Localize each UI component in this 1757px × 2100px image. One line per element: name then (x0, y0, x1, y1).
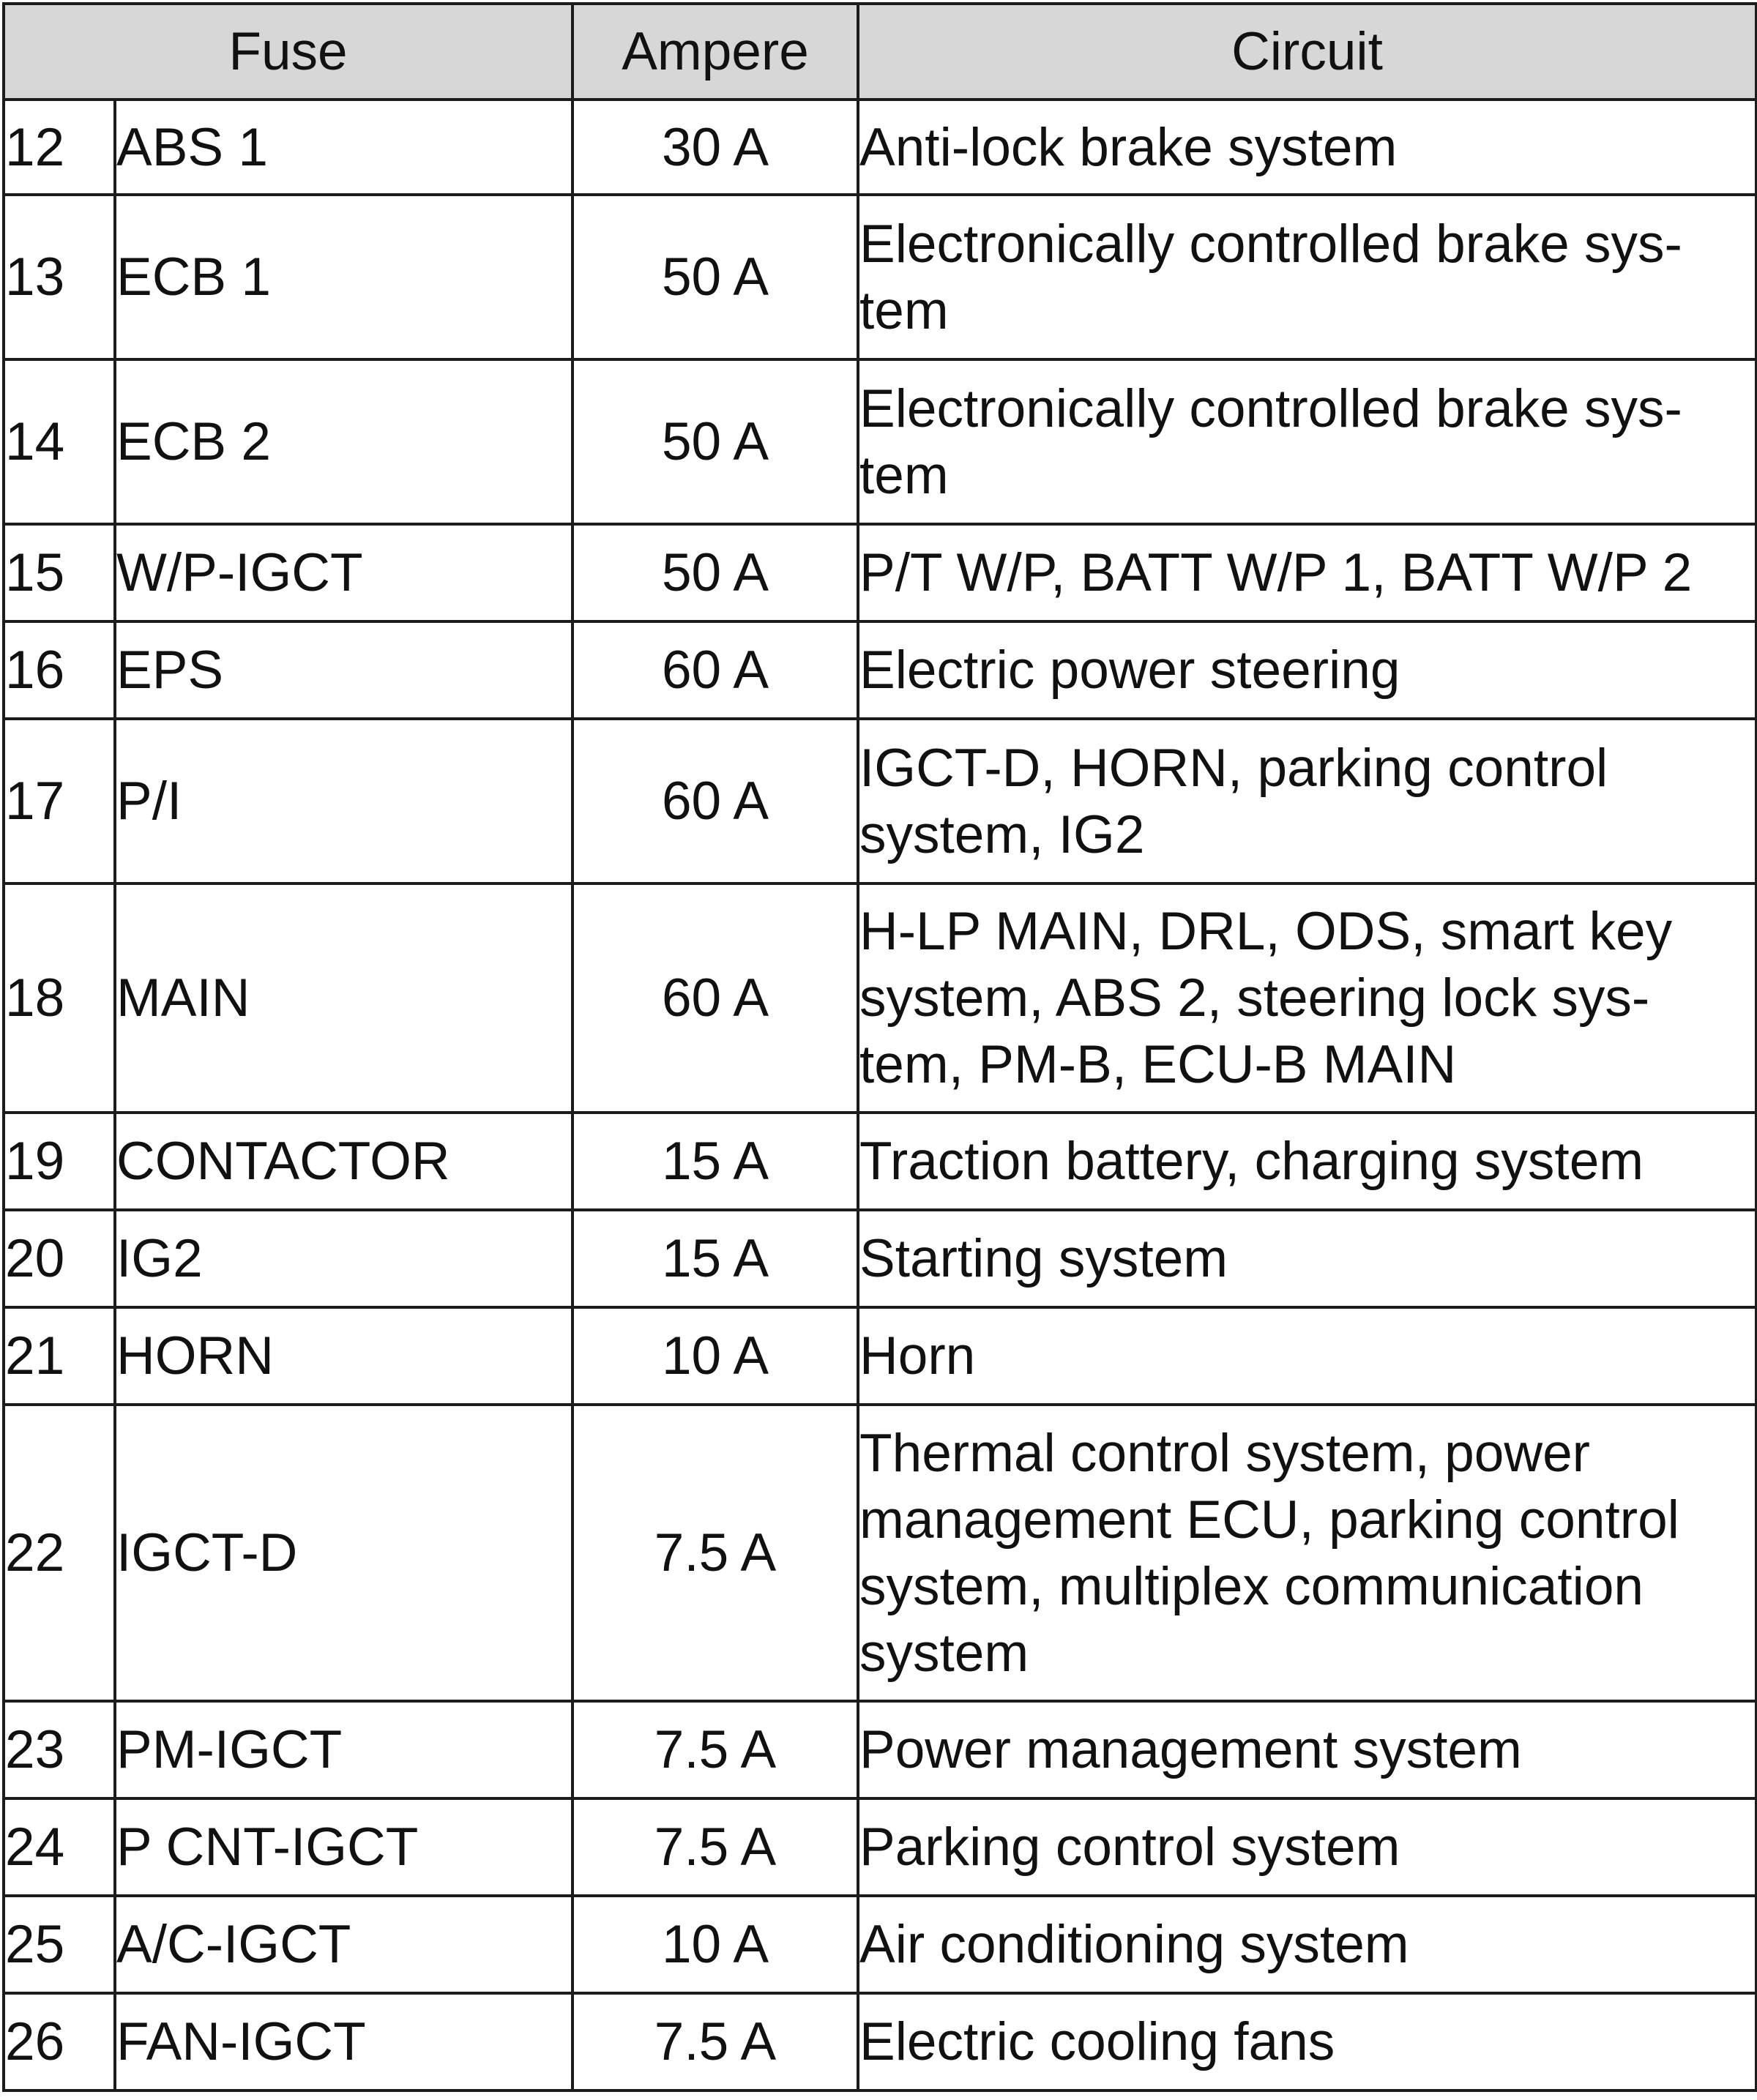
fuse-circuit (858, 1993, 1756, 2090)
fuse-number: 20 (4, 1210, 115, 1307)
fuse-name: ECB 2 (115, 359, 572, 524)
fuse-ampere: 10 A (572, 1896, 858, 1993)
fuse-name: HORN (115, 1307, 572, 1405)
fuse-circuit (858, 100, 1756, 195)
fuse-circuit (858, 1701, 1756, 1798)
table-row (4, 359, 1756, 524)
header-row (4, 4, 1756, 100)
table-row (4, 883, 1756, 1113)
fuse-number: 25 (4, 1896, 115, 1993)
fuse-name: IG2 (115, 1210, 572, 1307)
fuse-number: 13 (4, 195, 115, 359)
circuit-text: Traction battery, charging system (859, 1132, 1644, 1191)
circuit-text: P/T W/P, BATT W/P 1, BATT W/P 2 (859, 543, 1693, 602)
fuse-circuit (858, 621, 1756, 719)
fuse-number: 21 (4, 1307, 115, 1405)
fuse-name: IGCT-D (115, 1405, 572, 1701)
header-fuse: Fuse (4, 4, 572, 100)
circuit-text: Horn (859, 1326, 976, 1386)
fuse-number: 26 (4, 1993, 115, 2090)
circuit-text: Thermal control system, power management ECU, parking control system, multiplex communication system (859, 1423, 1679, 1683)
circuit-text: Starting system (859, 1229, 1228, 1288)
table-row (4, 1210, 1756, 1307)
fuse-number: 18 (4, 883, 115, 1113)
circuit-text: Electronically controlled brake sys- tem (859, 378, 1682, 505)
table-row (4, 719, 1756, 883)
fuse-ampere: 60 A (572, 719, 858, 883)
fuse-circuit (858, 1896, 1756, 1993)
circuit-text: Parking control system (859, 1817, 1400, 1877)
table-row (4, 1993, 1756, 2090)
circuit-text: Electronically controlled brake sys- tem (859, 214, 1682, 340)
fuse-ampere: 60 A (572, 621, 858, 719)
fuse-name: ECB 1 (115, 195, 572, 359)
fuse-circuit (858, 1210, 1756, 1307)
fuse-circuit (858, 1307, 1756, 1405)
fuse-number: 19 (4, 1113, 115, 1210)
fuse-circuit (858, 1113, 1756, 1210)
fuse-table (2, 2, 1757, 2092)
fuse-name: CONTACTOR (115, 1113, 572, 1210)
circuit-text: Electric cooling fans (859, 2012, 1335, 2071)
fuse-circuit (858, 1798, 1756, 1896)
circuit-text: Air conditioning system (859, 1915, 1409, 1974)
circuit-text: H-LP MAIN, DRL, ODS, smart key system, ABS 2, steering lock sys- tem, PM-B, ECU-B MAIN (859, 902, 1673, 1094)
fuse-number: 12 (4, 100, 115, 195)
fuse-ampere: 50 A (572, 524, 858, 621)
table-row (4, 100, 1756, 195)
circuit-text: IGCT-D, HORN, parking control system, IG2 (859, 738, 1608, 864)
header-circuit: Circuit (858, 4, 1756, 100)
fuse-number: 22 (4, 1405, 115, 1701)
fuse-ampere: 15 A (572, 1210, 858, 1307)
table-row (4, 1701, 1756, 1798)
fuse-number: 23 (4, 1701, 115, 1798)
table-row (4, 1113, 1756, 1210)
fuse-circuit (858, 359, 1756, 524)
fuse-ampere: 50 A (572, 359, 858, 524)
fuse-number: 16 (4, 621, 115, 719)
fuse-ampere: 10 A (572, 1307, 858, 1405)
circuit-text: Anti-lock brake system (859, 117, 1398, 177)
table-header (4, 4, 1756, 100)
fuse-ampere: 7.5 A (572, 1405, 858, 1701)
header-ampere: Ampere (572, 4, 858, 100)
fuse-circuit (858, 883, 1756, 1113)
fuse-number: 15 (4, 524, 115, 621)
fuse-name: EPS (115, 621, 572, 719)
table-row (4, 621, 1756, 719)
fuse-number: 17 (4, 719, 115, 883)
circuit-text: Power management system (859, 1720, 1522, 1779)
fuse-ampere: 15 A (572, 1113, 858, 1210)
fuse-ampere: 7.5 A (572, 1993, 858, 2090)
fuse-number: 14 (4, 359, 115, 524)
fuse-number: 24 (4, 1798, 115, 1896)
fuse-ampere: 60 A (572, 883, 858, 1113)
fuse-name: MAIN (115, 883, 572, 1113)
fuse-name: P CNT-IGCT (115, 1798, 572, 1896)
fuse-ampere: 7.5 A (572, 1701, 858, 1798)
fuse-ampere: 50 A (572, 195, 858, 359)
fuse-circuit (858, 195, 1756, 359)
table-row (4, 1405, 1756, 1701)
circuit-text: Electric power steering (859, 640, 1400, 700)
fuse-circuit (858, 719, 1756, 883)
fuse-ampere: 7.5 A (572, 1798, 858, 1896)
table-body (4, 100, 1756, 2090)
fuse-name: FAN-IGCT (115, 1993, 572, 2090)
fuse-circuit (858, 524, 1756, 621)
fuse-name: W/P-IGCT (115, 524, 572, 621)
table-row (4, 1798, 1756, 1896)
fuse-name: P/I (115, 719, 572, 883)
table-row (4, 1307, 1756, 1405)
table-row (4, 524, 1756, 621)
fuse-name: ABS 1 (115, 100, 572, 195)
table-row (4, 195, 1756, 359)
fuse-ampere: 30 A (572, 100, 858, 195)
fuse-circuit (858, 1405, 1756, 1701)
fuse-name: A/C-IGCT (115, 1896, 572, 1993)
table-row (4, 1896, 1756, 1993)
fuse-name: PM-IGCT (115, 1701, 572, 1798)
